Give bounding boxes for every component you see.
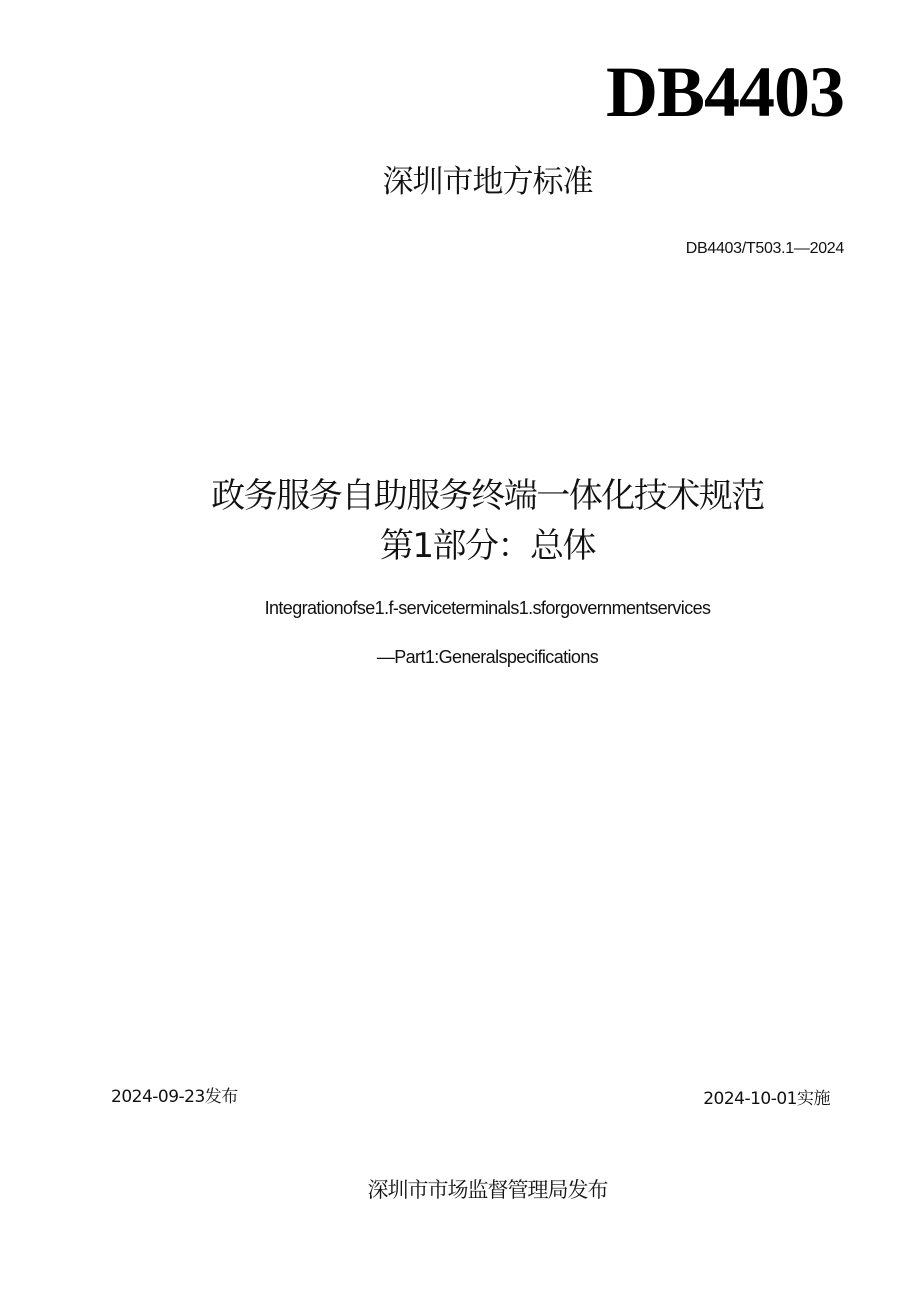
issuing-authority: 深圳市市场监督管理局发布 [367,1178,608,1202]
english-title-line1: Integrationofse1.f-serviceterminals1.sforgovernmentservices [264,598,711,618]
standard-category: 深圳市地方标准 [382,164,593,200]
effective-date: 2024-10-01实施 [703,1089,830,1109]
document-part-title: 第1部分：总体 [379,526,596,566]
document-title: 政务服务自助服务终端一体化技术规范 [211,476,764,516]
issue-date: 2024-09-23发布 [111,1087,238,1107]
standard-number: DB4403/T503.1—2024 [685,240,844,257]
standard-code: DB4403 [605,52,844,132]
english-title-line2: —Part1:Generalspecifications [376,647,599,667]
